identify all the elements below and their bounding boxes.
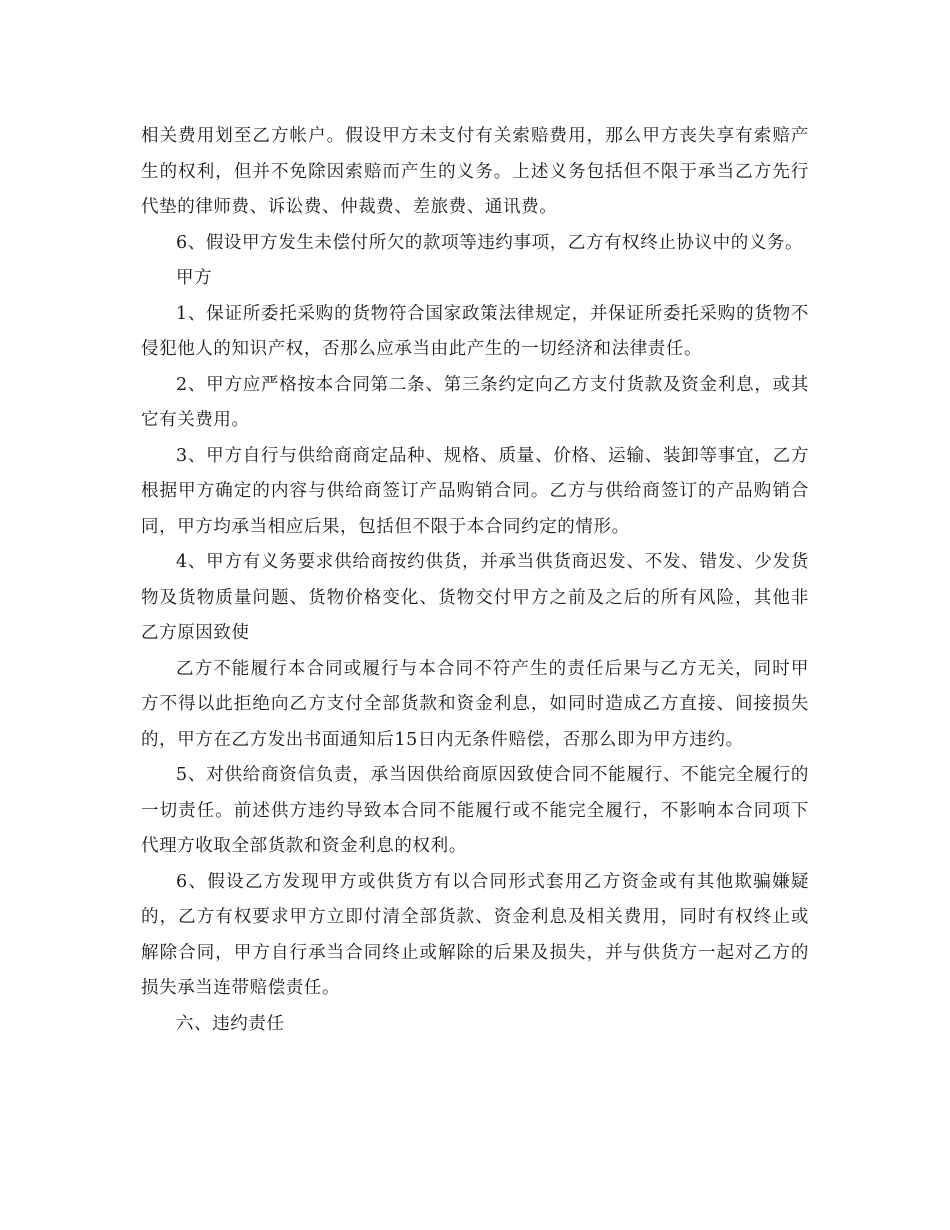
document-page	[141, 119, 809, 1042]
paragraph-clause-6-terminate: 6、假设甲方发生未偿付所欠的款项等违约事项，乙方有权终止协议中的义务。	[176, 232, 804, 253]
paragraph-clause-1: 1、保证所委托采购的货物符合国家政策法律规定，并保证所委托采购的货物不侵犯他人的知识产权，否那么应承当由此产生的一切经济和法律责任。	[141, 303, 809, 359]
paragraph-clause-3: 3、甲方自行与供给商商定品种、规格、质量、价格、运输、装卸等事宜，乙方根据甲方确定的内容与供给商签订产品购销合同。乙方与供给商签订的产品购销合同，甲方均承当相应后果，包括但不限于本合同约定的情形。	[141, 445, 809, 537]
paragraph-continuation: 相关费用划至乙方帐户。假设甲方未支付有关索赔费用，那么甲方丧失享有索赔产生的权利，但并不免除因索赔而产生的义务。上述义务包括但不限于承当乙方先行代垫的律师费、诉讼费、仲裁费、差旅费、通讯费。	[141, 126, 809, 217]
paragraph-clause-5: 5、对供给商资信负责，承当因供给商原因致使合同不能履行、不能完全履行的一切责任。前述供方违约导致本合同不能履行或不能完全履行，不影响本合同项下代理方收取全部货款和资金利息的权利。	[141, 765, 809, 856]
section-heading-breach-liability: 六、违约责任	[176, 1013, 285, 1034]
paragraph-clause-4-continued: 乙方不能履行本合同或履行与本合同不符产生的责任后果与乙方无关，同时甲方不得以此拒绝向乙方支付全部货款和资金利息，如同时造成乙方直接、间接损失的，甲方在乙方发出书面通知后15日内无条件赔偿，否那么即为甲方违约。	[141, 658, 809, 750]
paragraph-clause-4: 4、甲方有义务要求供给商按约供货，并承当供货商迟发、不发、错发、少发货物及货物质量问题、货物价格变化、货物交付甲方之前及之后的所有风险，其他非乙方原因致使	[141, 552, 809, 643]
paragraph-clause-6: 6、假设乙方发现甲方或供货方有以合同形式套用乙方资金或有其他欺骗嫌疑的，乙方有权要求甲方立即付清全部货款、资金利息及相关费用，同时有权终止或解除合同，甲方自行承当合同终止或解除的后果及损失，并与供货方一起对乙方的损失承当连带赔偿责任。	[141, 871, 809, 998]
section-heading-party-a: 甲方	[176, 268, 213, 288]
paragraph-clause-2: 2、甲方应严格按本合同第二条、第三条约定向乙方支付货款及资金利息，或其它有关费用。	[141, 374, 809, 430]
